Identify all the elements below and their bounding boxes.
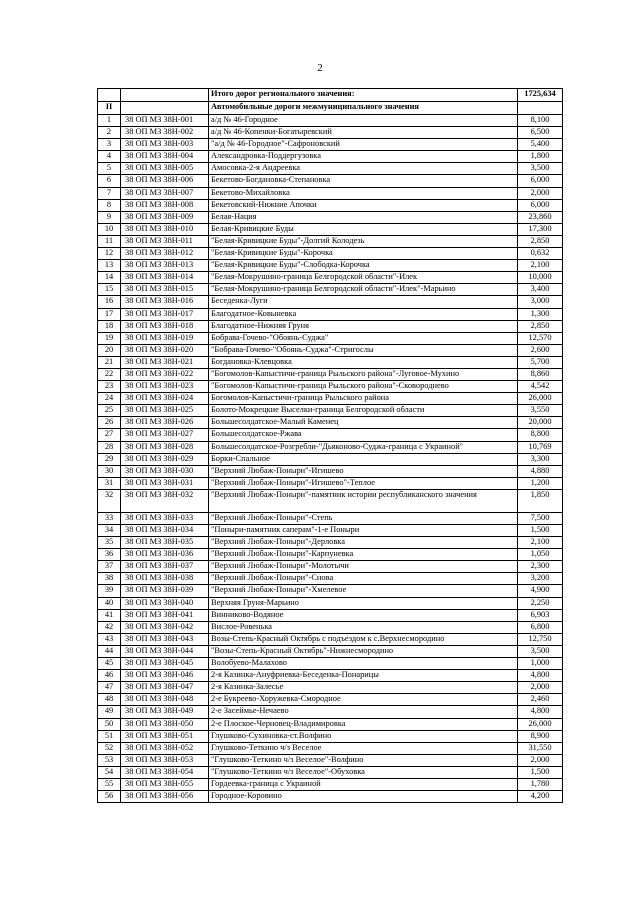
- table-row: [98, 549, 563, 561]
- road-name: а/д № 46-Копенки-Богатыревский: [209, 127, 518, 139]
- road-name: "Бобрава-Гочево-"Обоянь-Суджа"-Стригослы: [209, 344, 518, 356]
- section-number: II: [98, 102, 121, 115]
- row-number: 23: [98, 381, 121, 393]
- table-row: [98, 127, 563, 139]
- road-name: 2-е Плоское-Черновец-Владимировка: [209, 718, 518, 730]
- road-name: "Богомолов-Капыстичи-граница Рыльского района"-Сковороднево: [209, 381, 518, 393]
- table-row: [98, 465, 563, 477]
- road-code: 38 ОП МЗ 38Н-002: [121, 127, 209, 139]
- road-length: 3,200: [518, 573, 563, 585]
- road-code: 38 ОП МЗ 38Н-020: [121, 344, 209, 356]
- row-number: 10: [98, 223, 121, 235]
- road-code: 38 ОП МЗ 38Н-019: [121, 332, 209, 344]
- road-code: 38 ОП МЗ 38Н-037: [121, 561, 209, 573]
- road-code: 38 ОП МЗ 38Н-032: [121, 489, 209, 512]
- table-row: [98, 525, 563, 537]
- road-length: 5,400: [518, 139, 563, 151]
- road-code: 38 ОП МЗ 38Н-050: [121, 718, 209, 730]
- road-code: 38 ОП МЗ 38Н-029: [121, 453, 209, 465]
- road-length: 1,200: [518, 477, 563, 489]
- road-name: Большесолдатское-Розгребли-"Дьяконово-Суджа-граница с Украиной": [209, 441, 518, 453]
- road-code: 38 ОП МЗ 38Н-034: [121, 525, 209, 537]
- road-code: 38 ОП МЗ 38Н-027: [121, 429, 209, 441]
- row-number: 25: [98, 405, 121, 417]
- road-length: 1,050: [518, 549, 563, 561]
- road-length: 4,800: [518, 706, 563, 718]
- road-length: 4,200: [518, 791, 563, 803]
- row-number: 51: [98, 730, 121, 742]
- row-number: 32: [98, 489, 121, 512]
- road-length: 6,000: [518, 199, 563, 211]
- total-label: Итого дорог регионального значения:: [209, 89, 518, 102]
- road-length: 12,750: [518, 633, 563, 645]
- road-code: 38 ОП МЗ 38Н-035: [121, 537, 209, 549]
- road-length: 2,850: [518, 320, 563, 332]
- road-code: 38 ОП МЗ 38Н-010: [121, 223, 209, 235]
- road-length: 5,700: [518, 356, 563, 368]
- road-length: 3,550: [518, 405, 563, 417]
- road-code: 38 ОП МЗ 38Н-013: [121, 260, 209, 272]
- road-length: 1,800: [518, 151, 563, 163]
- road-length: 6,903: [518, 609, 563, 621]
- table-row: [98, 344, 563, 356]
- road-code: 38 ОП МЗ 38Н-005: [121, 163, 209, 175]
- table-row: [98, 405, 563, 417]
- road-length: 6,800: [518, 621, 563, 633]
- table-row: [98, 512, 563, 524]
- road-code: 38 ОП МЗ 38Н-048: [121, 694, 209, 706]
- road-code: 38 ОП МЗ 38Н-046: [121, 670, 209, 682]
- road-name: Бекетово-Михайловка: [209, 187, 518, 199]
- road-length: 4,542: [518, 381, 563, 393]
- table-row: [98, 645, 563, 657]
- road-name: 2-е Засеймье-Нечаево: [209, 706, 518, 718]
- road-code: 38 ОП МЗ 38Н-044: [121, 645, 209, 657]
- road-name: "Возы-Степь-Красный Октябрь"-Нижнесмородино: [209, 645, 518, 657]
- road-name: Благодатное-Ковыневка: [209, 308, 518, 320]
- row-number: 21: [98, 356, 121, 368]
- row-number: 55: [98, 778, 121, 790]
- road-length: 2,600: [518, 344, 563, 356]
- road-code: 38 ОП МЗ 38Н-053: [121, 754, 209, 766]
- road-length: 10,000: [518, 272, 563, 284]
- table-row: [98, 248, 563, 260]
- row-number: 40: [98, 597, 121, 609]
- row-number: 24: [98, 393, 121, 405]
- road-code: 38 ОП МЗ 38Н-008: [121, 199, 209, 211]
- road-length: 7,500: [518, 512, 563, 524]
- table-row: [98, 658, 563, 670]
- road-name: "Белая-Кривицкие Буды"-Долгий Колодезь: [209, 235, 518, 247]
- row-number: 6: [98, 175, 121, 187]
- table-row: [98, 260, 563, 272]
- table-row: [98, 561, 563, 573]
- row-number: 36: [98, 549, 121, 561]
- road-name: "Белая-Мокрушино-граница Белгородской области"-Илек: [209, 272, 518, 284]
- table-row: [98, 754, 563, 766]
- road-code: 38 ОП МЗ 38Н-003: [121, 139, 209, 151]
- road-code: 38 ОП МЗ 38Н-012: [121, 248, 209, 260]
- road-name: Бекетовский-Нижние Апочки: [209, 199, 518, 211]
- row-number: 30: [98, 465, 121, 477]
- row-number: 3: [98, 139, 121, 151]
- road-name: Амосовка-2-я Андреевка: [209, 163, 518, 175]
- road-name: Глушково-Теткино ч/з Веселое: [209, 742, 518, 754]
- road-code: 38 ОП МЗ 38Н-030: [121, 465, 209, 477]
- road-name: Бобрава-Гочево-"Обоянь-Суджа": [209, 332, 518, 344]
- row-number: 22: [98, 368, 121, 380]
- row-number: 42: [98, 621, 121, 633]
- road-length: 4,900: [518, 585, 563, 597]
- row-number: 7: [98, 187, 121, 199]
- row-number: 27: [98, 429, 121, 441]
- table-row: [98, 139, 563, 151]
- total-empty-num: [98, 89, 121, 102]
- road-length: 2,000: [518, 682, 563, 694]
- road-code: 38 ОП МЗ 38Н-051: [121, 730, 209, 742]
- road-length: 3,500: [518, 645, 563, 657]
- row-number: 15: [98, 284, 121, 296]
- road-name: "Глушково-Теткино ч/з Веселое"-Обуховка: [209, 766, 518, 778]
- page-number: 2: [317, 62, 323, 74]
- road-code: 38 ОП МЗ 38Н-042: [121, 621, 209, 633]
- road-length: 2,250: [518, 597, 563, 609]
- table-row: [98, 621, 563, 633]
- road-name: Возы-Степь-Красный Октябрь с подъездом к с.Верхнесмородино: [209, 633, 518, 645]
- row-number: 18: [98, 320, 121, 332]
- row-number: 29: [98, 453, 121, 465]
- road-length: 2,100: [518, 260, 563, 272]
- table-row: [98, 670, 563, 682]
- table-row: [98, 597, 563, 609]
- table-row: [98, 477, 563, 489]
- road-length: 20,000: [518, 417, 563, 429]
- road-name: 2-я Казинка-Залесье: [209, 682, 518, 694]
- road-code: 38 ОП МЗ 38Н-021: [121, 356, 209, 368]
- road-code: 38 ОП МЗ 38Н-038: [121, 573, 209, 585]
- road-length: 4,800: [518, 670, 563, 682]
- road-name: Богдановка-Клевцовка: [209, 356, 518, 368]
- road-name: "Верхний Любаж-Поныри"-Игишево"-Теплое: [209, 477, 518, 489]
- road-length: 1,500: [518, 766, 563, 778]
- road-length: 3,400: [518, 284, 563, 296]
- road-name: "Богомолов-Капыстичи-граница Рыльского района"-Луговое-Мухино: [209, 368, 518, 380]
- road-name: Верхняя Груня-Марьино: [209, 597, 518, 609]
- table-row: [98, 296, 563, 308]
- road-length: 6,500: [518, 127, 563, 139]
- row-number: 20: [98, 344, 121, 356]
- row-number: 16: [98, 296, 121, 308]
- road-code: 38 ОП МЗ 38Н-047: [121, 682, 209, 694]
- row-number: 1: [98, 115, 121, 127]
- roads-table: [97, 88, 563, 803]
- road-length: 23,860: [518, 211, 563, 223]
- road-code: 38 ОП МЗ 38Н-028: [121, 441, 209, 453]
- road-code: 38 ОП МЗ 38Н-031: [121, 477, 209, 489]
- road-name: Большесолдатское-Ржава: [209, 429, 518, 441]
- road-name: Беседенка-Луги: [209, 296, 518, 308]
- road-length: 2,100: [518, 537, 563, 549]
- road-code: 38 ОП МЗ 38Н-017: [121, 308, 209, 320]
- row-number: 56: [98, 791, 121, 803]
- road-name: Городное-Коровино: [209, 791, 518, 803]
- total-row: [98, 89, 563, 102]
- road-name: "Верхний Любаж-Поныри"-Карпуневка: [209, 549, 518, 561]
- road-length: 3,500: [518, 163, 563, 175]
- row-number: 19: [98, 332, 121, 344]
- road-length: 2,000: [518, 187, 563, 199]
- road-length: 17,300: [518, 223, 563, 235]
- table-row: [98, 272, 563, 284]
- road-name: Белая-Кривицкие Буды: [209, 223, 518, 235]
- road-name: Глушково-Сухиновка-ст.Волфино: [209, 730, 518, 742]
- road-length: 2,460: [518, 694, 563, 706]
- road-name: "Поныри-памятник саперам"-1-е Поныри: [209, 525, 518, 537]
- road-code: 38 ОП МЗ 38Н-040: [121, 597, 209, 609]
- road-name: "Верхний Любаж-Поныри"-Степь: [209, 512, 518, 524]
- road-code: 38 ОП МЗ 38Н-015: [121, 284, 209, 296]
- road-name: "Верхний Любаж-Поныри"-памятник истории республиканского значения: [209, 489, 518, 512]
- row-number: 17: [98, 308, 121, 320]
- row-number: 26: [98, 417, 121, 429]
- road-name: "Верхний Любаж-Поныри"-Игишево: [209, 465, 518, 477]
- table-row: [98, 429, 563, 441]
- road-name: Бекетово-Богдановка-Степановка: [209, 175, 518, 187]
- road-code: 38 ОП МЗ 38Н-011: [121, 235, 209, 247]
- road-name: 2-е Букреево-Хоружевка-Смородное: [209, 694, 518, 706]
- road-name: Богомолов-Капыстичи-граница Рыльского района: [209, 393, 518, 405]
- road-length: 8,100: [518, 115, 563, 127]
- section-empty-code: [121, 102, 209, 115]
- table-row: [98, 453, 563, 465]
- row-number: 14: [98, 272, 121, 284]
- section-row: [98, 102, 563, 115]
- road-code: 38 ОП МЗ 38Н-045: [121, 658, 209, 670]
- road-name: "а/д № 46-Городное"-Сафроновский: [209, 139, 518, 151]
- table-row: [98, 115, 563, 127]
- row-number: 41: [98, 609, 121, 621]
- road-length: 1,850: [518, 489, 563, 512]
- road-code: 38 ОП МЗ 38Н-018: [121, 320, 209, 332]
- row-number: 50: [98, 718, 121, 730]
- road-code: 38 ОП МЗ 38Н-001: [121, 115, 209, 127]
- table-row: [98, 730, 563, 742]
- total-value: 1725,634: [518, 89, 563, 102]
- road-name: Белая-Нация: [209, 211, 518, 223]
- road-length: 8,860: [518, 368, 563, 380]
- road-code: 38 ОП МЗ 38Н-024: [121, 393, 209, 405]
- row-number: 45: [98, 658, 121, 670]
- road-name: Вислое-Ровенька: [209, 621, 518, 633]
- road-code: 38 ОП МЗ 38Н-054: [121, 766, 209, 778]
- road-code: 38 ОП МЗ 38Н-043: [121, 633, 209, 645]
- row-number: 28: [98, 441, 121, 453]
- road-code: 38 ОП МЗ 38Н-052: [121, 742, 209, 754]
- road-code: 38 ОП МЗ 38Н-016: [121, 296, 209, 308]
- road-name: Благодатное-Нижняя Груня: [209, 320, 518, 332]
- road-length: 26,000: [518, 393, 563, 405]
- road-code: 38 ОП МЗ 38Н-041: [121, 609, 209, 621]
- road-name: "Верхний Любаж-Поныри"-Дерловка: [209, 537, 518, 549]
- table-row: [98, 778, 563, 790]
- table-row: [98, 381, 563, 393]
- table-row: [98, 175, 563, 187]
- road-code: 38 ОП МЗ 38Н-006: [121, 175, 209, 187]
- row-number: 31: [98, 477, 121, 489]
- road-length: 1,500: [518, 525, 563, 537]
- table-row: [98, 356, 563, 368]
- row-number: 8: [98, 199, 121, 211]
- table-row: [98, 151, 563, 163]
- row-number: 46: [98, 670, 121, 682]
- road-name: Гордеевка-граница с Украиной: [209, 778, 518, 790]
- row-number: 49: [98, 706, 121, 718]
- row-number: 4: [98, 151, 121, 163]
- row-number: 52: [98, 742, 121, 754]
- row-number: 53: [98, 754, 121, 766]
- road-code: 38 ОП МЗ 38Н-009: [121, 211, 209, 223]
- road-length: 10,769: [518, 441, 563, 453]
- table-row: [98, 537, 563, 549]
- table-row: [98, 417, 563, 429]
- road-length: 1,780: [518, 778, 563, 790]
- road-name: 2-я Казинка-Ануфриевка-Беседенка-Понарицы: [209, 670, 518, 682]
- table-row: [98, 489, 563, 512]
- road-length: 1,000: [518, 658, 563, 670]
- row-number: 34: [98, 525, 121, 537]
- road-name: Волобуево-Малахово: [209, 658, 518, 670]
- road-name: Болото-Мокрецкие Выселки-граница Белгородской области: [209, 405, 518, 417]
- road-code: 38 ОП МЗ 38Н-033: [121, 512, 209, 524]
- road-length: 3,300: [518, 453, 563, 465]
- road-code: 38 ОП МЗ 38Н-022: [121, 368, 209, 380]
- road-length: 8,800: [518, 429, 563, 441]
- row-number: 39: [98, 585, 121, 597]
- table-row: [98, 284, 563, 296]
- row-number: 35: [98, 537, 121, 549]
- table-row: [98, 223, 563, 235]
- road-length: 2,300: [518, 561, 563, 573]
- road-length: 31,550: [518, 742, 563, 754]
- road-name: Александровка-Поддергузовка: [209, 151, 518, 163]
- row-number: 38: [98, 573, 121, 585]
- road-name: "Верхний Любаж-Поныри"-Снова: [209, 573, 518, 585]
- road-name: Винниково-Водяное: [209, 609, 518, 621]
- road-length: 0,632: [518, 248, 563, 260]
- row-number: 54: [98, 766, 121, 778]
- road-length: 6,000: [518, 175, 563, 187]
- road-length: 2,850: [518, 235, 563, 247]
- road-length: 8,900: [518, 730, 563, 742]
- road-name: Большесолдатское-Малый Каменец: [209, 417, 518, 429]
- road-code: 38 ОП МЗ 38Н-014: [121, 272, 209, 284]
- road-length: 26,000: [518, 718, 563, 730]
- table-row: [98, 211, 563, 223]
- table-row: [98, 766, 563, 778]
- table-row: [98, 742, 563, 754]
- table-row: [98, 441, 563, 453]
- section-empty-value: [518, 102, 563, 115]
- road-code: 38 ОП МЗ 38Н-026: [121, 417, 209, 429]
- table-row: [98, 332, 563, 344]
- road-code: 38 ОП МЗ 38Н-049: [121, 706, 209, 718]
- section-label: Автомобильные дороги межмуниципального значения: [209, 102, 518, 115]
- total-empty-code: [121, 89, 209, 102]
- row-number: 9: [98, 211, 121, 223]
- road-name: "Верхний Любаж-Поныри"-Хмелевое: [209, 585, 518, 597]
- table-row: [98, 718, 563, 730]
- table-row: [98, 163, 563, 175]
- table-row: [98, 235, 563, 247]
- table-row: [98, 573, 563, 585]
- table-row: [98, 199, 563, 211]
- row-number: 2: [98, 127, 121, 139]
- table-row: [98, 308, 563, 320]
- table-row: [98, 633, 563, 645]
- table-row: [98, 682, 563, 694]
- table-row: [98, 393, 563, 405]
- road-name: Борки-Спальное: [209, 453, 518, 465]
- road-code: 38 ОП МЗ 38Н-007: [121, 187, 209, 199]
- table-row: [98, 609, 563, 621]
- road-name: "Верхний Любаж-Поныри"-Молотычи: [209, 561, 518, 573]
- road-length: 12,570: [518, 332, 563, 344]
- row-number: 5: [98, 163, 121, 175]
- road-code: 38 ОП МЗ 38Н-004: [121, 151, 209, 163]
- road-length: 1,300: [518, 308, 563, 320]
- row-number: 44: [98, 645, 121, 657]
- road-name: "Белая-Кривицкие Буды"-Корочка: [209, 248, 518, 260]
- road-name: "Белая-Кривицкие Буды"-Слободка-Корочка: [209, 260, 518, 272]
- row-number: 37: [98, 561, 121, 573]
- road-code: 38 ОП МЗ 38Н-036: [121, 549, 209, 561]
- road-code: 38 ОП МЗ 38Н-025: [121, 405, 209, 417]
- road-code: 38 ОП МЗ 38Н-055: [121, 778, 209, 790]
- road-name: "Белая-Мокрушино-граница Белгородской области"-Илек"-Марьино: [209, 284, 518, 296]
- row-number: 48: [98, 694, 121, 706]
- table-row: [98, 187, 563, 199]
- table-row: [98, 694, 563, 706]
- row-number: 43: [98, 633, 121, 645]
- table-row: [98, 706, 563, 718]
- row-number: 11: [98, 235, 121, 247]
- road-code: 38 ОП МЗ 38Н-039: [121, 585, 209, 597]
- table-row: [98, 320, 563, 332]
- row-number: 33: [98, 512, 121, 524]
- road-code: 38 ОП МЗ 38Н-056: [121, 791, 209, 803]
- row-number: 12: [98, 248, 121, 260]
- road-name: "Глушково-Теткино ч/з Веселое"-Волфино: [209, 754, 518, 766]
- row-number: 13: [98, 260, 121, 272]
- road-name: а/д № 46-Городное: [209, 115, 518, 127]
- road-code: 38 ОП МЗ 38Н-023: [121, 381, 209, 393]
- table-row: [98, 791, 563, 803]
- road-length: 4,880: [518, 465, 563, 477]
- table-row: [98, 368, 563, 380]
- row-number: 47: [98, 682, 121, 694]
- table-row: [98, 585, 563, 597]
- road-length: 3,000: [518, 296, 563, 308]
- road-length: 2,000: [518, 754, 563, 766]
